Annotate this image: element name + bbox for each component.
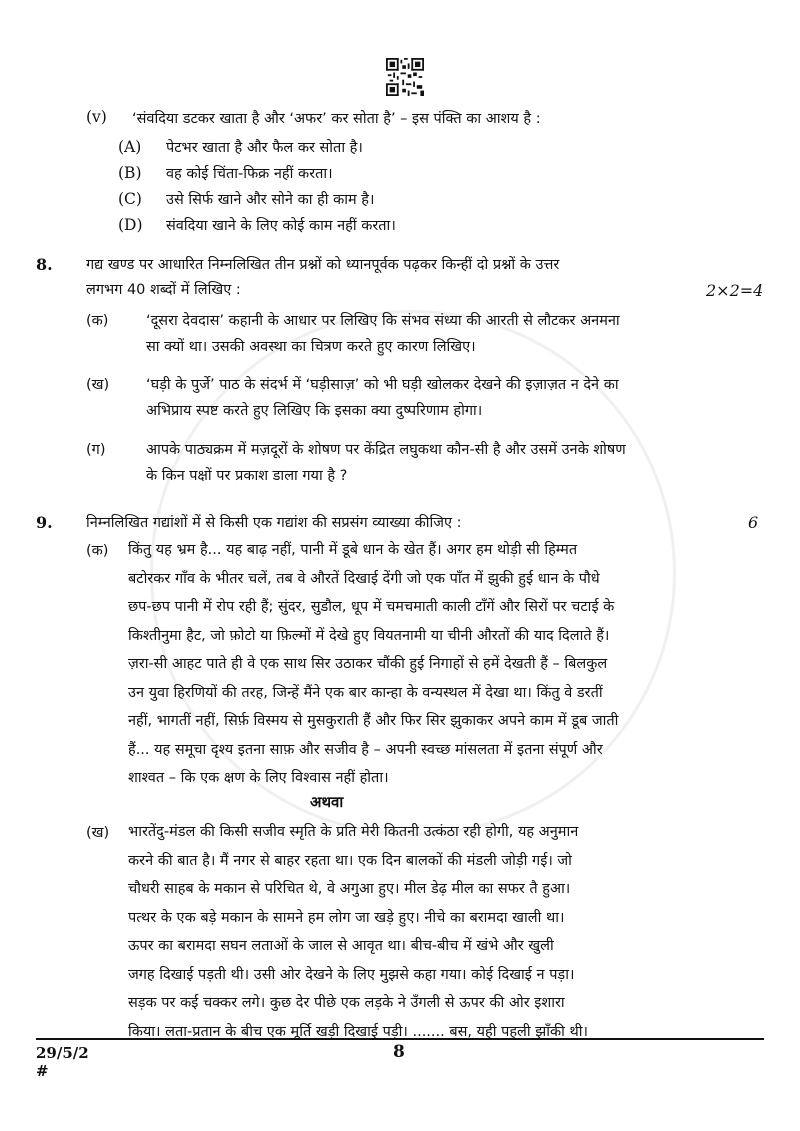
option-text: संवदिया खाने के लिए कोई काम नहीं करता। bbox=[166, 218, 396, 234]
passage-kha-line: किया। लता-प्रतान के बीच एक मूर्ति खड़ी दिखाई पड़ी। ....... बस, यही पहली झाँकी थी। bbox=[128, 1023, 588, 1040]
q8-part-ga-line2: के किन पक्षों पर प्रकाश डाला गया है ? bbox=[146, 468, 348, 484]
passage-kha-line: करने की बात है। मैं नगर से बाहर रहता था। एक दिन बालकों की मंडली जोड़ी गई। जो bbox=[128, 852, 572, 869]
option-a bbox=[118, 134, 363, 160]
passage-ka-line: उन युवा हिरणियों की तरह, जिन्हें मैंने एक बार कान्हा के वन्यस्थल में देखा था। किंतु वे डरतीं bbox=[128, 684, 603, 701]
q8-part-ka-line2: सा क्यों था। उसकी अवस्था का चित्रण करते हुए कारण लिखिए। bbox=[146, 339, 476, 355]
q8-part-ga-label: (ग) bbox=[86, 442, 106, 458]
passage-ka-line: नहीं, भागतीं नहीं, सिर्फ़ विस्मय से मुसकुराती हैं और फिर सिर झुकाकर अपने काम में डूब जाती bbox=[128, 713, 619, 729]
question-v-text: ‘संवदिया डटकर खाता है और ‘अफर’ कर सोता है’ – इस पंक्ति का आशय है : bbox=[132, 111, 541, 127]
q8-part-kha-label: (ख) bbox=[86, 377, 110, 393]
q8-part-ga-line1: आपके पाठ्यक्रम में मज़दूरों के शोषण पर केंद्रित लघुकथा कौन-सी है और उसमें उनके शोषण bbox=[146, 442, 626, 458]
question-8-number: 8. bbox=[36, 255, 53, 274]
passage-kha-line: पत्थर के एक बड़े मकान के सामने हम लोग जा खड़े हुए। नीचे का बरामदा खाली था। bbox=[128, 909, 565, 926]
q9-part-ka-label: (क) bbox=[86, 543, 109, 559]
option-label: (B) bbox=[118, 164, 142, 182]
passage-kha-line: भारतेंदु-मंडल की किसी सजीव स्मृति के प्रति मेरी कितनी उत्कंठा रही होगी, यह अनुमान bbox=[128, 824, 579, 840]
passage-ka-line: ज़रा-सी आहट पाते ही वे एक साथ सिर उठाकर चौंकी हुई निगाहों से हमें देखती हैं – बिलकुल bbox=[128, 656, 608, 672]
q9-passage-kha bbox=[128, 818, 728, 1046]
option-d bbox=[118, 212, 396, 238]
option-label: (A) bbox=[118, 138, 142, 156]
option-c bbox=[118, 186, 375, 212]
footer-code-block bbox=[36, 1044, 89, 1080]
option-label: (D) bbox=[118, 216, 143, 234]
q8-part-kha-line1: ‘घड़ी के पुर्जे’ पाठ के संदर्भ में ‘घड़ीसाज़’ को भी घड़ी खोलकर देखने की इज़ाज़त न देने का bbox=[146, 377, 619, 393]
footer-divider bbox=[36, 1038, 764, 1040]
question-9-text: निम्नलिखित गद्यांशों में से किसी एक गद्यांश की सप्रसंग व्याख्या कीजिए : bbox=[86, 515, 462, 531]
option-text: वह कोई चिंता-फिक्र नहीं करता। bbox=[166, 166, 333, 182]
passage-ka-line: शाश्वत – कि एक क्षण के लिए विश्वास नहीं होता। bbox=[128, 770, 389, 786]
q8-part-ka-label: (क) bbox=[86, 313, 109, 329]
passage-ka-line: किंतु यह भ्रम है... यह बाढ़ नहीं, पानी में डूबे धान के खेत हैं। अगर हम थोड़ी सी हिम्मत bbox=[128, 542, 578, 558]
page-number: 8 bbox=[393, 1042, 405, 1062]
passage-ka-line: हैं... यह समूचा दृश्य इतना साफ़ और सजीव है – अपनी स्वच्छ मांसलता में इतना संपूर्ण और bbox=[128, 741, 603, 758]
question-9-number: 9. bbox=[36, 513, 53, 532]
question-v-label: (v) bbox=[86, 108, 107, 126]
question-8-line1: गद्य खण्ड पर आधारित निम्नलिखित तीन प्रश्नों को ध्यानपूर्वक पढ़कर किन्हीं दो प्रश्नों के उत्तर bbox=[86, 257, 560, 273]
passage-kha-line: चौधरी साहब के मकान से परिचित थे, वे अगुआ हुए। मील डेढ़ मील का सफर तै हुआ। bbox=[128, 881, 571, 897]
paper-code: 29/5/2 bbox=[36, 1044, 89, 1062]
passage-kha-line: जगह दिखाई पड़ती थी। उसी ओर देखने के लिए मुझसे कहा गया। कोई दिखाई न पड़ा। bbox=[128, 966, 575, 983]
passage-ka-line: छप-छप पानी में रोप रही हैं; सुंदर, सुडौल, धूप में चमचमाती काली टाँगें और सिरों पर चटाई के bbox=[128, 599, 615, 615]
question-9-marks: 6 bbox=[748, 513, 759, 532]
passage-kha-line: ऊपर का बरामदा सघन लताओं के जाल से आवृत था। बीच-बीच में खंभे और खुली bbox=[128, 938, 554, 954]
passage-ka-line: बटोरकर गाँव के भीतर चलें, तब वे औरतें दिखाई देंगी जो एक पाँत में झुकी हुई धान के पौधे bbox=[128, 570, 600, 587]
q8-part-kha-line2: अभिप्राय स्पष्ट करते हुए लिखिए कि इसका क्या दुष्परिणाम होगा। bbox=[146, 403, 483, 419]
hash-mark: # bbox=[36, 1062, 49, 1080]
question-8-line2: लगभग 40 शब्दों में लिखिए : bbox=[86, 282, 241, 298]
passage-kha-line: सड़क पर कई चक्कर लगे। कुछ देर पीछे एक लड़के ने उँगली से ऊपर की ओर इशारा bbox=[128, 995, 565, 1011]
q9-passage-ka bbox=[128, 536, 728, 793]
question-8-marks: 2×2=4 bbox=[706, 281, 764, 300]
option-label: (C) bbox=[118, 190, 142, 208]
passage-ka-line: किश्तीनुमा हैट, जो फ़ोटो या फ़िल्मों में देखे हुए वियतनामी या चीनी औरतों की याद दिलाते हैं। bbox=[128, 627, 610, 644]
or-heading: अथवा bbox=[310, 793, 344, 811]
option-text: पेटभर खाता है और फैल कर सोता है। bbox=[166, 140, 363, 156]
qr-code-icon bbox=[386, 58, 424, 96]
q9-part-kha-label: (ख) bbox=[86, 825, 110, 841]
option-b bbox=[118, 160, 333, 186]
option-text: उसे सिर्फ खाने और सोने का ही काम है। bbox=[166, 192, 375, 208]
q8-part-ka-line1: ‘दूसरा देवदास’ कहानी के आधार पर लिखिए कि संभव संध्या की आरती से लौटकर अनमना bbox=[146, 313, 620, 329]
